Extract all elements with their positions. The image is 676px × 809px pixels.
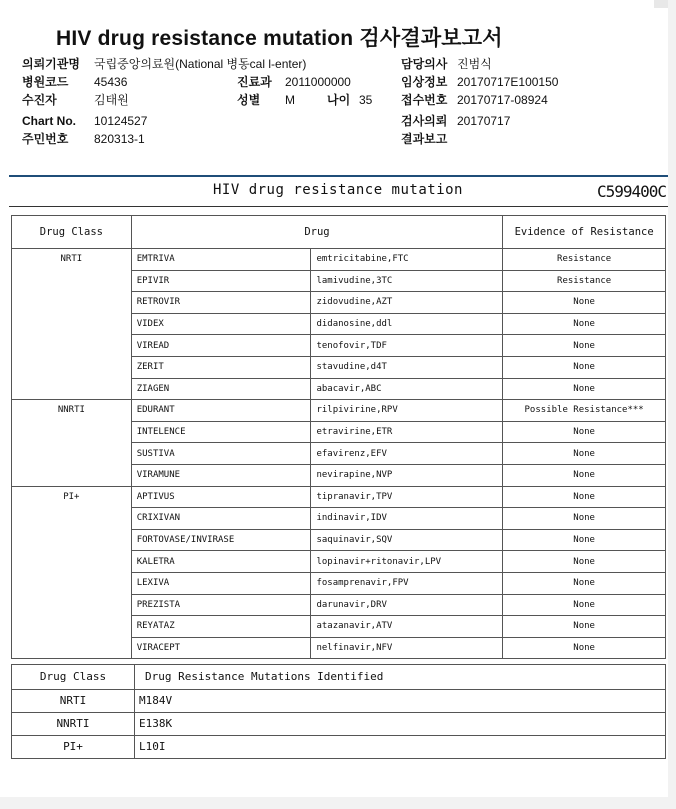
brand-cell: VIDEX — [131, 313, 311, 335]
evidence-cell: None — [503, 335, 666, 357]
evidence-cell: None — [503, 637, 666, 659]
evidence-cell: Possible Resistance*** — [503, 400, 666, 422]
generic-cell: stavudine,d4T — [311, 356, 503, 378]
generic-cell: zidovudine,AZT — [311, 292, 503, 314]
table-row — [12, 486, 666, 508]
info-value: M — [285, 93, 295, 107]
evidence-cell: None — [503, 313, 666, 335]
header-drug-class: Drug Class — [12, 216, 132, 249]
mutation-class-cell: NNRTI — [12, 713, 135, 736]
brand-cell: PREZISTA — [131, 594, 311, 616]
drug-class-cell: PI+ — [12, 486, 132, 659]
table-row — [12, 400, 666, 422]
generic-cell: rilpivirine,RPV — [311, 400, 503, 422]
info-label: 주민번호 — [22, 132, 69, 146]
evidence-cell: None — [503, 443, 666, 465]
generic-cell: tenofovir,TDF — [311, 335, 503, 357]
mutation-class-cell: NRTI — [12, 690, 135, 713]
evidence-cell: None — [503, 594, 666, 616]
info-value: 김태원 — [94, 93, 129, 107]
generic-cell: tipranavir,TPV — [311, 486, 503, 508]
report-code: C599400C — [596, 182, 666, 201]
info-value: 45436 — [94, 75, 128, 89]
brand-cell: FORTOVASE/INVIRASE — [131, 529, 311, 551]
brand-cell: APTIVUS — [131, 486, 311, 508]
generic-cell: efavirenz,EFV — [311, 443, 503, 465]
generic-cell: nevirapine,NVP — [311, 464, 503, 486]
header-evidence: Evidence of Resistance — [503, 216, 666, 249]
generic-cell: indinavir,IDV — [311, 508, 503, 530]
evidence-cell: None — [503, 486, 666, 508]
brand-cell: INTELENCE — [131, 421, 311, 443]
drug-class-cell: NRTI — [12, 249, 132, 400]
info-value: 20170717 — [457, 114, 511, 128]
section-rule — [9, 206, 668, 207]
mut-header-mutations: Drug Resistance Mutations Identified — [135, 665, 666, 690]
info-value: 10124527 — [94, 114, 148, 128]
info-value: 820313-1 — [94, 132, 145, 146]
evidence-cell: None — [503, 464, 666, 486]
drug-class-cell: NNRTI — [12, 400, 132, 486]
brand-cell: EDURANT — [131, 400, 311, 422]
generic-cell: saquinavir,SQV — [311, 529, 503, 551]
info-col-2 — [237, 73, 372, 109]
section-title: HIV drug resistance mutation — [212, 182, 463, 198]
evidence-cell: None — [503, 356, 666, 378]
info-label: 병원코드 — [22, 75, 69, 89]
info-label: 나이 — [327, 93, 351, 107]
drug-resistance-table — [11, 215, 666, 659]
generic-cell: lamivudine,3TC — [311, 270, 503, 292]
table-header-row — [12, 216, 666, 249]
mutation-class-cell: PI+ — [12, 736, 135, 759]
mutation-value-cell: L10I — [135, 736, 666, 759]
generic-cell: lopinavir+ritonavir,LPV — [311, 551, 503, 573]
brand-cell: ZERIT — [131, 356, 311, 378]
evidence-cell: Resistance — [503, 270, 666, 292]
evidence-cell: None — [503, 292, 666, 314]
info-col-3 — [401, 55, 558, 148]
brand-cell: SUSTIVA — [131, 443, 311, 465]
info-value: 20170717E100150 — [457, 75, 559, 89]
brand-cell: VIRACEPT — [131, 637, 311, 659]
info-label: 성별 — [237, 93, 261, 107]
report-title: HIV drug resistance mutation 검사결과보고서 — [56, 27, 503, 50]
brand-cell: EMTRIVA — [131, 249, 311, 271]
horizontal-scroll-track[interactable] — [0, 797, 676, 809]
info-label: Chart No. — [22, 114, 76, 128]
brand-cell: EPIVIR — [131, 270, 311, 292]
evidence-cell: None — [503, 421, 666, 443]
evidence-cell: None — [503, 378, 666, 400]
mut-header-class: Drug Class — [12, 665, 135, 690]
brand-cell: CRIXIVAN — [131, 508, 311, 530]
brand-cell: ZIAGEN — [131, 378, 311, 400]
generic-cell: fosamprenavir,FPV — [311, 572, 503, 594]
info-label: 진료과 — [237, 75, 272, 89]
mutations-table — [11, 664, 666, 759]
info-value: 국립중앙의료원(National 병동cal l-enter) — [94, 57, 307, 71]
info-label: 수진자 — [22, 93, 57, 107]
mutation-row — [12, 690, 666, 713]
mutations-header-row — [12, 665, 666, 690]
info-value: 2011000000 — [285, 75, 351, 89]
info-label: 담당의사 — [401, 57, 448, 71]
info-value: 진범식 — [457, 57, 492, 71]
evidence-cell: None — [503, 508, 666, 530]
info-label: 임상정보 — [401, 75, 448, 89]
header-drug: Drug — [131, 216, 503, 249]
generic-cell: nelfinavir,NFV — [311, 637, 503, 659]
mutation-value-cell: E138K — [135, 713, 666, 736]
info-value: 35 — [359, 93, 373, 107]
generic-cell: abacavir,ABC — [311, 378, 503, 400]
brand-cell: RETROVIR — [131, 292, 311, 314]
mutation-value-cell: M184V — [135, 690, 666, 713]
mutation-row — [12, 713, 666, 736]
info-label: 의뢰기관명 — [22, 57, 80, 71]
info-label: 검사의뢰 — [401, 114, 448, 128]
evidence-cell: None — [503, 616, 666, 638]
vertical-scroll-track[interactable] — [668, 0, 676, 809]
mutation-row — [12, 736, 666, 759]
generic-cell: emtricitabine,FTC — [311, 249, 503, 271]
evidence-cell: None — [503, 572, 666, 594]
brand-cell: KALETRA — [131, 551, 311, 573]
info-value: 20170717-08924 — [457, 93, 548, 107]
table-row — [12, 249, 666, 271]
info-label: 결과보고 — [401, 132, 448, 146]
generic-cell: didanosine,ddl — [311, 313, 503, 335]
evidence-cell: None — [503, 551, 666, 573]
evidence-cell: None — [503, 529, 666, 551]
info-label: 접수번호 — [401, 93, 448, 107]
generic-cell: atazanavir,ATV — [311, 616, 503, 638]
evidence-cell: Resistance — [503, 249, 666, 271]
generic-cell: darunavir,DRV — [311, 594, 503, 616]
brand-cell: LEXIVA — [131, 572, 311, 594]
brand-cell: VIREAD — [131, 335, 311, 357]
brand-cell: REYATAZ — [131, 616, 311, 638]
header-rule — [9, 175, 668, 177]
generic-cell: etravirine,ETR — [311, 421, 503, 443]
brand-cell: VIRAMUNE — [131, 464, 311, 486]
